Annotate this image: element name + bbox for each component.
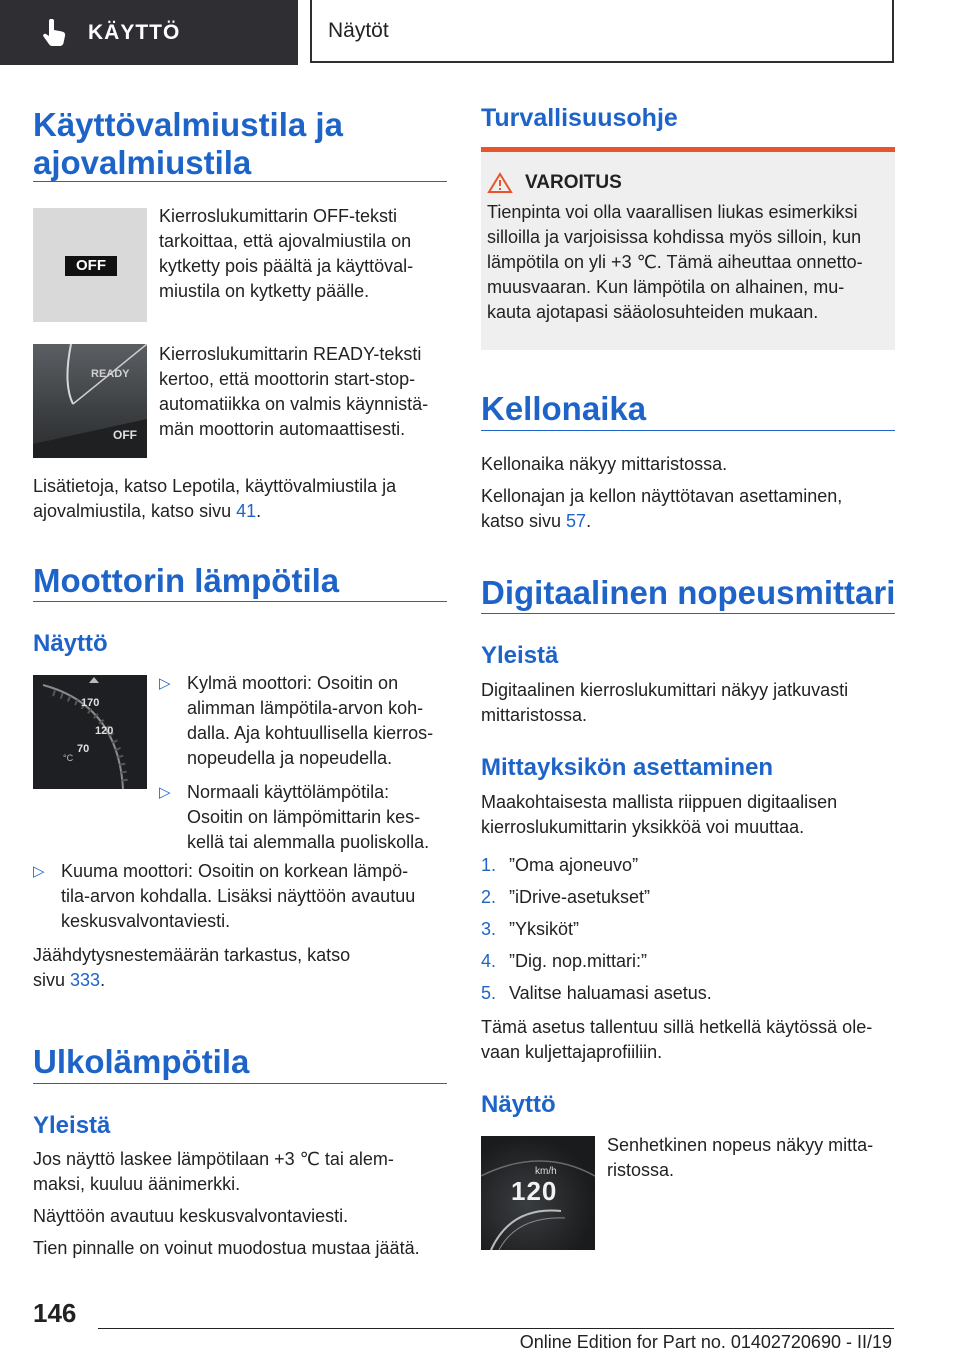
speed-display-image	[481, 1136, 595, 1250]
list-item: 5. Valitse haluamasi asetus.	[481, 983, 712, 1003]
cold-engine-item: ▷ Kylmä moottori: Osoitin on alimman lämpötila-arvon koh- dalla. Aja kohtuullisella kierros- nopeudella ja nopeudella.	[159, 671, 451, 771]
speed-value: 120	[511, 1176, 558, 1206]
bullet-triangle-icon: ▷	[159, 784, 171, 801]
outside-temp-heading: Ulkolämpötila	[33, 1043, 250, 1080]
page-link-333[interactable]: 333	[70, 970, 101, 990]
gauge-label-170: 170	[81, 697, 100, 709]
warning-bar	[481, 147, 895, 152]
speed-unit-label: km/h	[535, 1166, 557, 1177]
standby-heading: Käyttövalmiustila ja ajovalmiustila	[33, 106, 343, 181]
outside-general-subheading: Yleistä	[33, 1112, 111, 1139]
chapter-tab	[310, 0, 894, 63]
heading-rule	[481, 430, 895, 431]
list-item: 2. ”iDrive-asetukset”	[481, 887, 651, 907]
ready-off-label: OFF	[113, 428, 137, 442]
outside-temp-text: Jos näyttö laskee lämpötilaan +3 ℃ tai alem- maksi, kuuluu äänimerkki. Näyttöön avautuu keskusvalvontaviesti. Tien pinnalle on voinut muodostua mustaa jäätä.	[33, 1149, 420, 1258]
gauge-label-70: 70	[77, 743, 90, 755]
hot-engine-item: ▷ Kuuma moottori: Osoitin on korkean lämpö- tila-arvon kohdalla. Lisäksi näyttöön avautuu keskusvalvontaviesti.	[33, 859, 453, 934]
clock-heading: Kellonaika	[481, 390, 647, 427]
heading-rule	[481, 613, 895, 614]
warning-label: VAROITUS	[525, 172, 622, 193]
off-indicator-image	[33, 208, 147, 322]
off-badge: OFF	[65, 256, 117, 276]
coolant-check-paragraph: Jäähdytysnestemäärän tarkastus, katso sivu 333.	[33, 945, 351, 990]
heading-rule	[33, 181, 447, 182]
clock-text: Kellonaika näkyy mittaristossa. Kellonajan ja kellon näyttötavan asettaminen, katso sivu 57.	[481, 454, 843, 531]
digital-general-text: Digitaalinen kierroslukumittari näkyy jatkuvasti mittaristossa.	[481, 680, 849, 725]
ready-indicator-image	[33, 344, 147, 458]
warning-header	[487, 172, 895, 194]
page-number: 146	[33, 1298, 77, 1328]
hand-pointer-icon	[42, 19, 68, 47]
profile-note: Tämä asetus tallentuu sillä hetkellä käytössä ole- vaan kuljettajaprofiiliin.	[481, 1017, 873, 1062]
engine-temp-gauge-image	[33, 675, 147, 789]
settings-steps-list	[481, 853, 901, 1006]
bullet-triangle-icon: ▷	[159, 675, 171, 692]
gauge-label-120: 120	[95, 725, 114, 737]
bullet-triangle-icon: ▷	[33, 863, 45, 880]
engine-display-subheading: Näyttö	[33, 630, 108, 657]
unit-setting-text: Maakohtaisesta mallista riippuen digitaalisen kierroslukumittarin yksikköä voi muuttaa.	[481, 792, 838, 837]
page-link-57[interactable]: 57	[566, 511, 587, 531]
digital-general-subheading: Yleistä	[481, 642, 559, 669]
section-title: KÄYTTÖ	[88, 20, 181, 44]
heading-rule	[33, 601, 447, 602]
warning-triangle-icon	[487, 172, 513, 194]
section-tab	[0, 0, 298, 65]
engine-temp-heading: Moottorin lämpötila	[33, 562, 340, 599]
speed-display-text: Senhetkinen nopeus näkyy mitta- ristossa.	[607, 1135, 874, 1180]
unit-setting-subheading: Mittayksikön asettaminen	[481, 754, 774, 781]
warning-text: Tienpinta voi olla vaarallisen liukas esimerkiksi silloilla ja varjoisissa kohdissa myös silloin, kun lämpötila on yli +3 ℃. Tämä aiheuttaa onnetto- muusvaaran. Kun lämpötila on alhainen, mu- kauta ajotapasi sääolosuhteiden mukaan.	[487, 202, 863, 322]
warning-box	[481, 147, 895, 350]
heading-rule	[33, 1083, 447, 1084]
footer-rule	[98, 1328, 894, 1329]
gauge-label-celsius: °C	[63, 753, 74, 763]
ready-description: Kierroslukumittarin READY-teksti kertoo, että moottorin start-stop- automatiikka on valmis käynnistä- män moottorin automaattisesti.	[159, 344, 429, 439]
off-description: Kierroslukumittarin OFF-teksti tarkoittaa, että ajovalmiustila on kytketty pois päältä ja käyttöval- miustila on kytketty päälle.	[159, 206, 414, 301]
safety-heading: Turvallisuusohje	[481, 104, 678, 132]
list-item: 1. ”Oma ajoneuvo”	[481, 855, 639, 875]
digital-speedo-heading: Digitaalinen nopeusmittari	[481, 574, 896, 611]
ready-label: READY	[91, 368, 130, 380]
digital-display-subheading: Näyttö	[481, 1091, 556, 1118]
more-info-paragraph: Lisätietoja, katso Lepotila, käyttövalmiustila ja ajovalmiustila, katso sivu 41.	[33, 476, 397, 521]
edition-note: Online Edition for Part no. 01402720690 - II/19	[519, 1332, 892, 1352]
temp-gauge-graphic	[33, 675, 147, 789]
normal-temp-item: ▷ Normaali käyttölämpötila: Osoitin on lämpömittarin kes- kellä tai alemmalla puoliskolla.	[159, 780, 451, 855]
list-item: 3. ”Yksiköt”	[481, 919, 580, 939]
chapter-title: Näytöt	[328, 18, 389, 42]
page-link-41[interactable]: 41	[236, 501, 257, 521]
list-item: 4. ”Dig. nop.mittari:”	[481, 951, 648, 971]
